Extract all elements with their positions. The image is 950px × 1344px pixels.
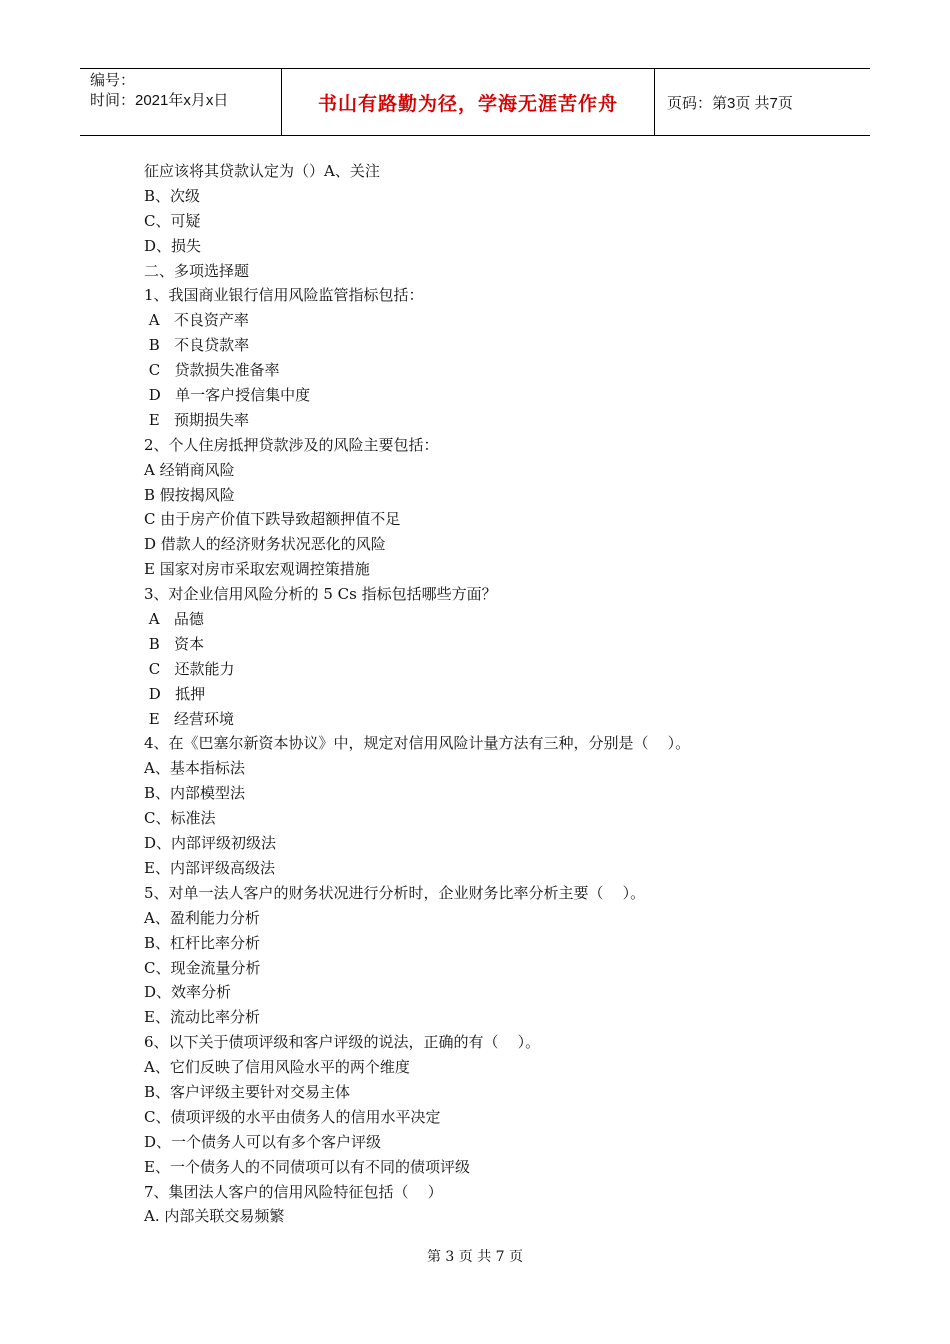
text-line: E 国家对房市采取宏观调控策措施 [144, 560, 370, 579]
text-line: B、客户评级主要针对交易主体 [144, 1082, 351, 1101]
text-line: 3、对企业信用风险分析的 5 Cs 指标包括哪些方面？ [144, 585, 497, 604]
text-line: 1、我国商业银行信用风险监管指标包括： [144, 286, 424, 305]
text-line: D、损失 [144, 236, 202, 255]
text-line: B 不良贷款率 [144, 336, 250, 355]
header-page-info: 页码：第3页 共7页 [667, 94, 793, 112]
text-line: A 品德 [144, 610, 204, 629]
document-number-label: 编号： [90, 72, 136, 89]
text-line: D 单一客户授信集中度 [144, 386, 311, 405]
text-line: 7、集团法人客户的信用风险特征包括（ ） [144, 1182, 443, 1201]
text-line: C 由于房产价值下跌导致超额押值不足 [144, 510, 401, 529]
page-footer: 第 3 页 共 7 页 [426, 1249, 524, 1265]
text-line: E 预期损失率 [144, 410, 250, 429]
document-date: 时间：2021年x月x日 [90, 92, 229, 109]
text-line: 6、以下关于债项评级和客户评级的说法，正确的有（ ）。 [144, 1033, 541, 1052]
page-header [80, 68, 870, 136]
text-line: 征应该将其贷款认定为（）A、关注 [144, 162, 380, 180]
text-line: E、流动比率分析 [144, 1008, 260, 1027]
text-line: E、一个债务人的不同债项可以有不同的债项评级 [144, 1157, 470, 1176]
text-line: A 不良资产率 [144, 311, 249, 330]
document-body [144, 159, 834, 1229]
text-line: 二、多项选择题 [144, 261, 250, 280]
text-line: C 贷款损失准备率 [144, 361, 280, 380]
text-line: A. 内部关联交易频繁 [144, 1207, 285, 1226]
text-line: B、内部模型法 [144, 784, 246, 803]
text-line: D、一个债务人可以有多个客户评级 [144, 1132, 382, 1151]
text-line: C、可疑 [144, 211, 201, 230]
header-meta [80, 69, 282, 135]
text-line: D 借款人的经济财务状况恶化的风险 [144, 535, 386, 554]
text-line: C、现金流量分析 [144, 958, 261, 977]
text-line: A、盈利能力分析 [144, 908, 260, 927]
text-line: B 假按揭风险 [144, 485, 235, 504]
text-line: C、标准法 [144, 809, 216, 828]
text-line: D、效率分析 [144, 983, 232, 1002]
text-line: A、它们反映了信用风险水平的两个维度 [144, 1058, 410, 1077]
text-line: A 经销商风险 [144, 460, 235, 479]
text-line: B、杠杆比率分析 [144, 933, 261, 952]
text-line: 2、个人住房抵押贷款涉及的风险主要包括： [144, 435, 439, 454]
text-line: D 抵押 [144, 684, 206, 703]
text-line: C、债项评级的水平由债务人的信用水平决定 [144, 1107, 441, 1126]
header-motto: 书山有路勤为径，学海无涯苦作舟 [282, 69, 655, 135]
text-line: 5、对单一法人客户的财务状况进行分析时，企业财务比率分析主要（ ）。 [144, 883, 646, 902]
text-line: 4、在《巴塞尔新资本协议》中，规定对信用风险计量方法有三种，分别是（ ）。 [144, 734, 691, 753]
text-line: C 还款能力 [144, 659, 235, 678]
text-line: B 资本 [144, 634, 205, 653]
text-line: A、基本指标法 [144, 759, 245, 778]
text-line: B、次级 [144, 186, 201, 205]
text-line: D、内部评级初级法 [144, 834, 277, 853]
text-line: E、内部评级高级法 [144, 858, 275, 877]
text-line: E 经营环境 [144, 709, 235, 728]
